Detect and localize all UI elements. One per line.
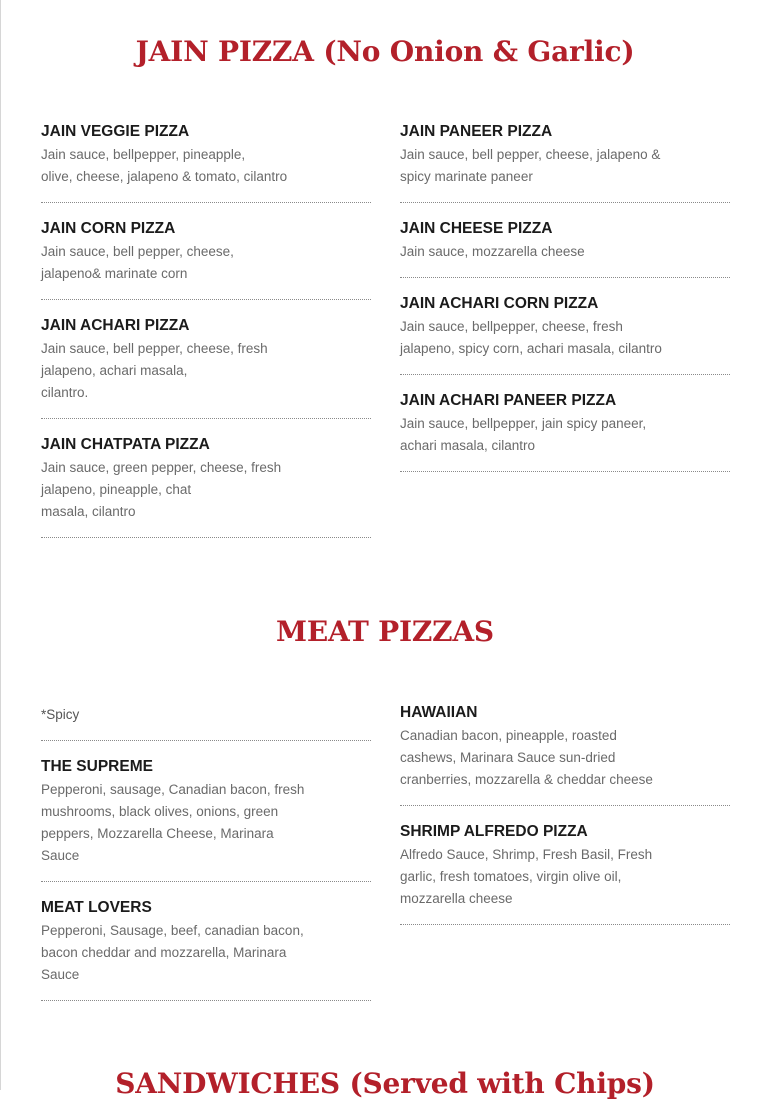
item-description: Jain sauce, bell pepper, cheese, jalapeno& marinate corn [41,244,234,281]
item-name: JAIN ACHARI CORN PIZZA [400,295,599,312]
menu-item[interactable] [41,898,371,1001]
item-description: Jain sauce, bellpepper, pineapple, olive, cheese, jalapeno & tomato, cilantro [41,147,288,184]
menu-item[interactable] [41,316,371,419]
menu-item[interactable] [41,435,371,538]
item-name: JAIN PANEER PIZZA [400,123,553,140]
page-edge [0,0,1,1090]
menu-item[interactable] [400,822,730,925]
spicy-note: *Spicy [41,704,371,741]
jain-right-column [400,122,730,488]
menu-item[interactable] [400,294,730,375]
item-description: Pepperoni, Sausage, beef, canadian bacon, bacon cheddar and mozzarella, Marinara Sauce [41,923,304,982]
item-name: JAIN CHATPATA PIZZA [41,436,210,453]
item-description: Jain sauce, bell pepper, cheese, fresh jalapeno, achari masala, cilantro. [41,341,268,400]
item-description: Jain sauce, green pepper, cheese, fresh jalapeno, pineapple, chat masala, cilantro [41,460,282,519]
item-name: JAIN ACHARI PIZZA [41,317,190,334]
menu-item[interactable] [41,757,371,882]
item-name: THE SUPREME [41,758,153,775]
item-description: Jain sauce, mozzarella cheese [400,244,585,259]
item-name: JAIN CORN PIZZA [41,220,176,237]
jain-left-column [41,122,371,554]
menu-item[interactable] [400,122,730,203]
item-name: JAIN ACHARI PANEER PIZZA [400,392,617,409]
item-description: Pepperoni, sausage, Canadian bacon, fresh mushrooms, black olives, onions, green peppers, Mozzarella Cheese, Marinara Sauce [41,782,305,863]
menu-item[interactable] [400,219,730,278]
sandwich-section-title: SANDWICHES (Served with Chips) [115,1067,655,1100]
item-name: JAIN VEGGIE PIZZA [41,123,190,140]
item-description: Jain sauce, bellpepper, jain spicy paneer, achari masala, cilantro [400,416,647,453]
meat-right-column [400,703,730,941]
jain-section-title: JAIN PIZZA (No Onion & Garlic) [135,35,635,68]
item-name: SHRIMP ALFREDO PIZZA [400,823,588,840]
item-name: MEAT LOVERS [41,899,152,916]
item-description: Jain sauce, bellpepper, cheese, fresh jalapeno, spicy corn, achari masala, cilantro [400,319,662,356]
item-description: Jain sauce, bell pepper, cheese, jalapeno & spicy marinate paneer [400,147,661,184]
menu-item[interactable] [400,391,730,472]
meat-left-column [41,704,371,1017]
menu-item[interactable] [400,703,730,806]
item-name: JAIN CHEESE PIZZA [400,220,553,237]
meat-section-title: MEAT PIZZAS [276,615,494,648]
item-name: HAWAIIAN [400,704,478,721]
menu-item[interactable] [41,122,371,203]
item-description: Canadian bacon, pineapple, roasted cashews, Marinara Sauce sun-dried cranberries, mozzarella & cheddar cheese [400,728,653,787]
item-description: Alfredo Sauce, Shrimp, Fresh Basil, Fresh garlic, fresh tomatoes, virgin olive oil, mozzarella cheese [400,847,653,906]
menu-item[interactable] [41,219,371,300]
